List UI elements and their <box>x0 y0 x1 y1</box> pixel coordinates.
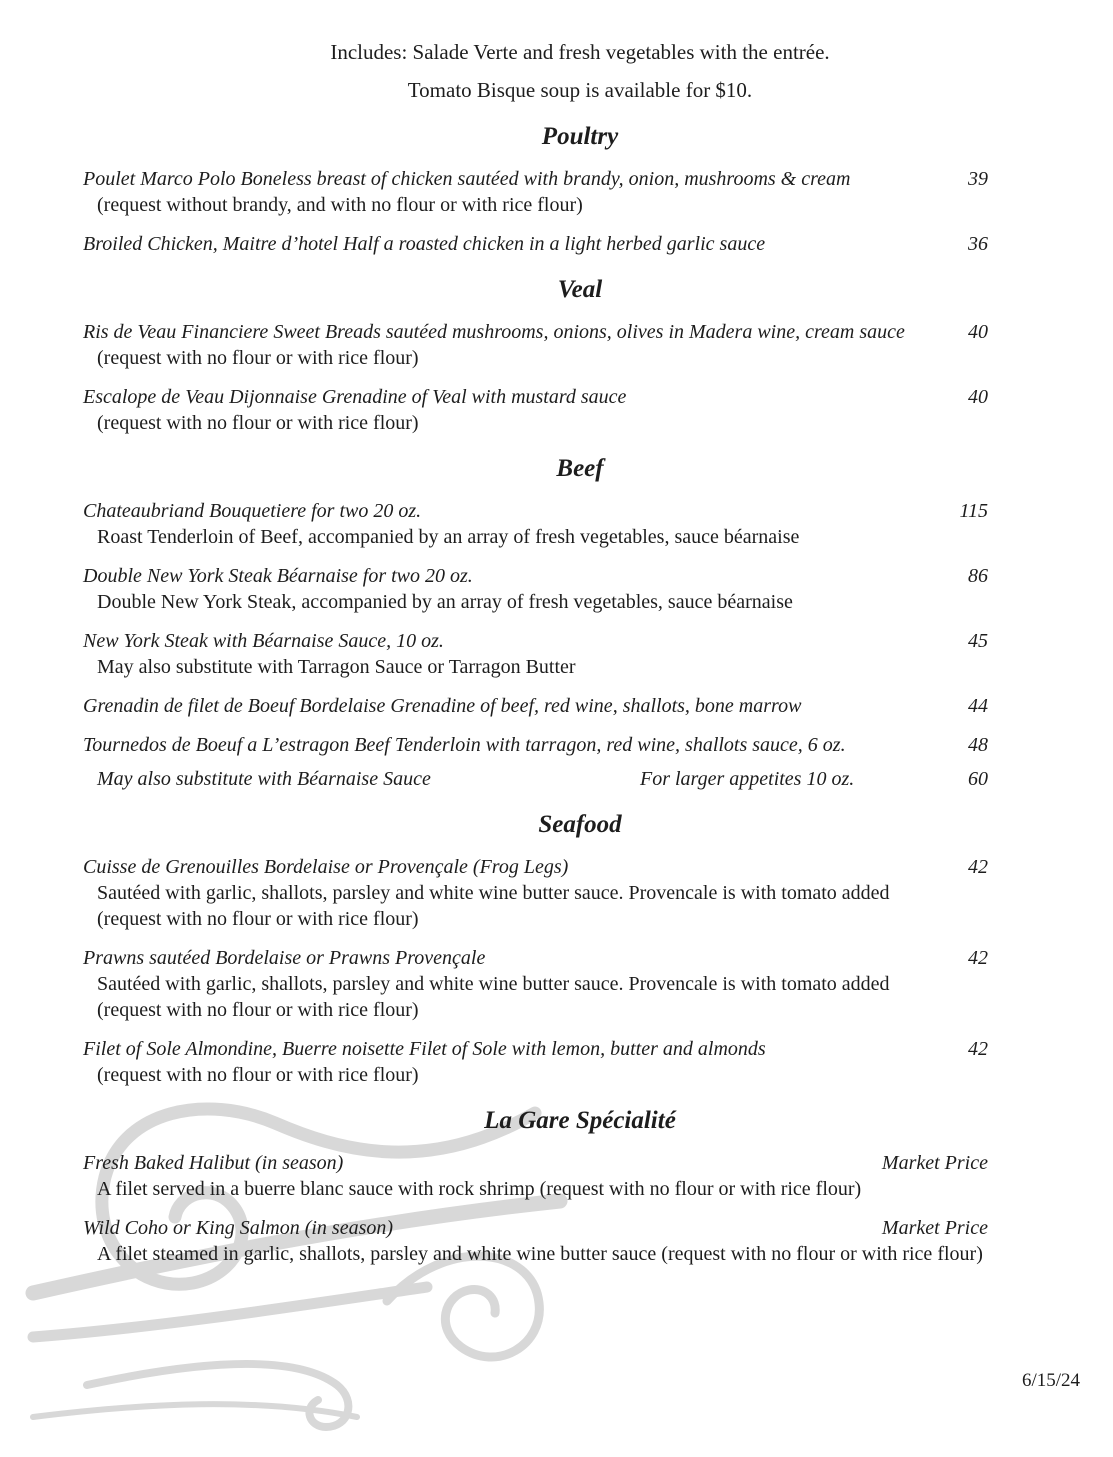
item-title: Filet of Sole Almondine, Buerre noisette Filet of Sole with lemon, butter and almonds <box>83 1038 766 1060</box>
item-price: 42 <box>968 856 988 878</box>
item-price: 36 <box>968 233 988 255</box>
item-price: 44 <box>968 695 988 717</box>
item-note: (request with no flour or with rice flour) <box>97 999 419 1021</box>
item-price: 42 <box>968 947 988 969</box>
item-title: Cuisse de Grenouilles Bordelaise or Provençale (Frog Legs) <box>83 856 569 878</box>
item-note-text: May also substitute with Béarnaise Sauce <box>97 768 431 790</box>
item-note: A filet served in a buerre blanc sauce with rock shrimp (request with no flour or with rice flour) <box>97 1178 862 1200</box>
item-note: (request with no flour or with rice flour) <box>97 347 419 369</box>
item-title: Grenadin de filet de Boeuf Bordelaise Grenadine of beef, red wine, shallots, bone marrow <box>83 695 802 717</box>
menu-item <box>83 166 988 218</box>
item-title: Poulet Marco Polo Boneless breast of chicken sautéed with brandy, onion, mushrooms & cream <box>83 168 851 190</box>
item-price: 39 <box>968 168 988 190</box>
menu-item <box>83 945 988 1023</box>
item-title: Ris de Veau Financiere Sweet Breads sautéed mushrooms, onions, olives in Madera wine, cream sauce <box>83 321 905 343</box>
item-note: (request with no flour or with rice flour) <box>97 1064 419 1086</box>
section-la-gare-specialite <box>83 1104 988 1267</box>
item-row <box>83 1036 988 1062</box>
item-note: Double New York Steak, accompanied by an array of fresh vegetables, sauce béarnaise <box>97 591 793 613</box>
item-row <box>83 384 988 410</box>
item-title: Escalope de Veau Dijonnaise Grenadine of Veal with mustard sauce <box>83 386 627 408</box>
item-note-price: 60 <box>968 768 988 790</box>
intro-line-1: Includes: Salade Verte and fresh vegetables with the entrée. <box>330 40 830 64</box>
item-title: Chateaubriand Bouquetiere for two 20 oz. <box>83 500 422 522</box>
item-row <box>83 945 988 971</box>
item-row <box>83 628 988 654</box>
menu-date: 6/15/24 <box>1021 1370 1080 1391</box>
item-title: Tournedos de Boeuf a L’estragon Beef Tenderloin with tarragon, red wine, shallots sauce, 6 oz. <box>83 734 846 756</box>
item-title: Broiled Chicken, Maitre d’hotel Half a roasted chicken in a light herbed garlic sauce <box>83 233 766 255</box>
item-row <box>83 854 988 880</box>
item-title: Prawns sautéed Bordelaise or Prawns Provençale <box>83 947 486 969</box>
section-seafood <box>83 808 988 1088</box>
menu-item <box>83 1215 988 1267</box>
item-price: 40 <box>968 386 988 408</box>
item-row <box>83 693 988 719</box>
item-title: Fresh Baked Halibut (in season) <box>83 1152 344 1174</box>
section-title-poultry: Poultry <box>541 123 619 150</box>
menu-item <box>83 231 988 257</box>
item-price: 86 <box>968 565 988 587</box>
item-note: Sautéed with garlic, shallots, parsley and white wine butter sauce. Provencale is with tomato added <box>97 973 890 995</box>
item-note: (request without brandy, and with no flour or with rice flour) <box>97 194 583 216</box>
item-row <box>83 563 988 589</box>
menu-item <box>83 854 988 932</box>
menu-item <box>83 693 988 719</box>
item-note: A filet steamed in garlic, shallots, parsley and white wine butter sauce (request with no flour or with rice flour) <box>97 1243 983 1265</box>
item-title: New York Steak with Béarnaise Sauce, 10 oz. <box>83 630 444 652</box>
section-title-la-gare-specialite: La Gare Spécialité <box>484 1107 676 1134</box>
item-row <box>83 732 988 758</box>
menu-sections <box>83 120 988 1267</box>
item-price: Market Price <box>881 1152 988 1174</box>
item-price: Market Price <box>881 1217 988 1239</box>
menu-item <box>83 628 988 680</box>
menu-item <box>83 1036 988 1088</box>
section-beef <box>83 452 988 792</box>
item-note: (request with no flour or with rice flour) <box>97 412 419 434</box>
menu-intro <box>83 38 988 104</box>
item-note-split <box>83 766 988 792</box>
item-row <box>83 1215 988 1241</box>
item-row <box>83 498 988 524</box>
item-row <box>83 231 988 257</box>
section-title-seafood: Seafood <box>538 811 622 838</box>
item-row <box>83 1150 988 1176</box>
menu-item <box>83 563 988 615</box>
item-title: Wild Coho or King Salmon (in season) <box>83 1217 394 1239</box>
item-price: 115 <box>959 500 988 522</box>
menu-item <box>83 732 988 792</box>
item-title: Double New York Steak Béarnaise for two 20 oz. <box>83 565 473 587</box>
menu-item <box>83 319 988 371</box>
item-row <box>83 166 988 192</box>
item-note: Roast Tenderloin of Beef, accompanied by an array of fresh vegetables, sauce béarnaise <box>97 526 800 548</box>
item-note-size-option: For larger appetites 10 oz. <box>640 768 855 790</box>
item-row <box>83 319 988 345</box>
section-poultry <box>83 120 988 257</box>
item-price: 42 <box>968 1038 988 1060</box>
menu-item <box>83 384 988 436</box>
item-note: (request with no flour or with rice flour) <box>97 908 419 930</box>
section-title-veal: Veal <box>557 276 603 303</box>
section-veal <box>83 273 988 436</box>
item-price: 40 <box>968 321 988 343</box>
item-price: 45 <box>968 630 988 652</box>
item-note: Sautéed with garlic, shallots, parsley and white wine butter sauce. Provencale is with tomato added <box>97 882 890 904</box>
intro-line-2: Tomato Bisque soup is available for $10. <box>407 78 753 102</box>
item-note: May also substitute with Tarragon Sauce or Tarragon Butter <box>97 656 576 678</box>
section-title-beef: Beef <box>556 455 604 482</box>
item-price: 48 <box>968 734 988 756</box>
menu-item <box>83 1150 988 1202</box>
menu-item <box>83 498 988 550</box>
